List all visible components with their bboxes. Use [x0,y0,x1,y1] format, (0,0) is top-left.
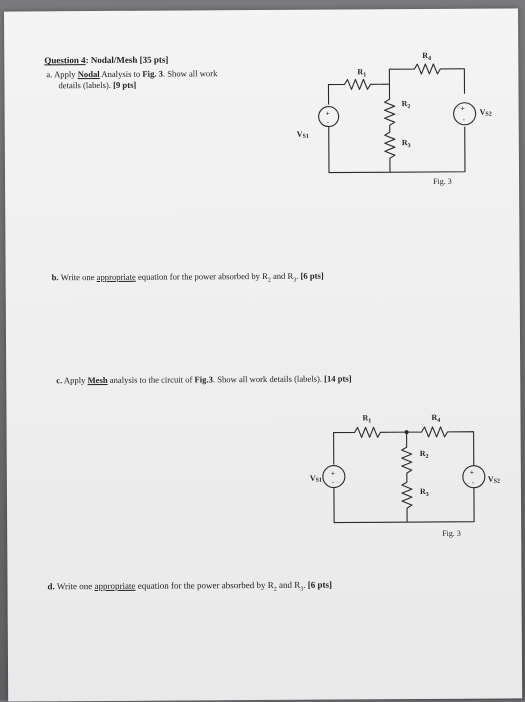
part-c-letter: c. [56,375,63,386]
label-r2: $R_2$ [419,449,429,461]
part-d-text1: Write one [56,581,93,592]
part-a-line2 [58,81,136,91]
part-c [56,374,351,386]
part-b-letter: b. [51,272,59,283]
part-b-text1: Write one [60,272,95,283]
part-d-text4: . [303,579,306,590]
part-b-emph: appropriate [96,271,136,283]
resistors-r2-r3 [384,84,395,172]
worksheet-page [4,8,522,701]
label-vs2: VS2 [479,107,492,118]
part-b-points: [6 pts] [300,270,324,281]
label-r4: $R_4$ [422,50,432,62]
label-vs1: VS1 [309,473,323,484]
vs1-minus-sign: - [331,479,335,487]
part-c-method: Mesh [87,374,108,386]
part-c-text2: . Show all work details (labels). [212,373,323,385]
vs2-plus-sign: + [460,105,465,113]
part-c-apply: Apply [63,375,86,386]
part-b-sub2: 2 [267,277,271,284]
label-r3: $R_3$ [401,138,411,150]
part-d-emph: appropriate [94,580,136,592]
question-number: Question 4 [44,55,86,66]
part-b-text4: . [296,270,299,281]
part-d-letter: d. [47,581,55,592]
figure-caption-2: Fig. 3 [442,528,461,538]
part-a-letter: a. [46,69,53,80]
label-vs1: VS1 [296,129,309,140]
question-heading: : Nodal/Mesh [35 pts] [85,54,169,66]
resistors-r2-r3 [402,432,413,522]
bottom-wire [329,126,465,173]
part-d-sub2: 2 [273,586,277,593]
part-a-line2-text: details (labels). [58,79,111,91]
part-d-text2: equation for the power absorbed by R [137,579,274,591]
part-a-method: Nodal [77,68,100,80]
vs1-plus-sign: + [330,470,335,478]
part-a-apply: Apply [54,69,76,80]
resistor-r4 [389,64,464,94]
part-c-fig-ref: Fig.3 [194,374,213,385]
resistor-r1 [328,79,389,104]
part-c-points: [14 pts] [324,373,352,384]
part-b-text2: equation for the power absorbed by R [137,270,268,282]
label-vs2: VS2 [487,474,501,485]
resistor-r1 [334,427,407,464]
part-b-sub3: 3 [293,277,297,284]
part-a-text1: Analysis to [101,68,141,79]
part-d-points: [6 pts] [307,579,332,590]
part-a-fig-ref: Fig. 3 [142,68,163,79]
question-title [44,55,168,66]
part-a-points: [9 pts] [113,79,137,90]
vs2-plus-sign: + [469,469,474,477]
part-d-sub3: 3 [300,586,304,593]
vs2-minus-sign: - [471,479,475,487]
label-r1: $R_1$ [362,413,372,425]
part-c-text1: analysis to the circuit of [109,374,193,385]
part-d [47,580,332,595]
figure-caption-1: Fig. 3 [433,176,452,186]
vs2-minus-sign: - [462,116,466,124]
part-a-line1 [46,69,217,80]
circuit-figure-1 [296,43,520,194]
part-d-text3: and R [276,579,301,590]
part-b [52,272,324,286]
label-r3: $R_3$ [419,487,429,499]
label-r2: $R_2$ [401,99,411,111]
label-r4: $R_4$ [431,412,441,424]
vs1-plus-sign: + [325,110,330,118]
vs1-minus-sign: - [326,119,330,127]
part-a-text2: . Show all work [162,68,218,79]
resistor-r4 [407,427,474,466]
part-b-text3: and R [270,270,294,281]
circuit-figure-2 [306,403,522,554]
label-r1: $R_1$ [357,67,367,79]
